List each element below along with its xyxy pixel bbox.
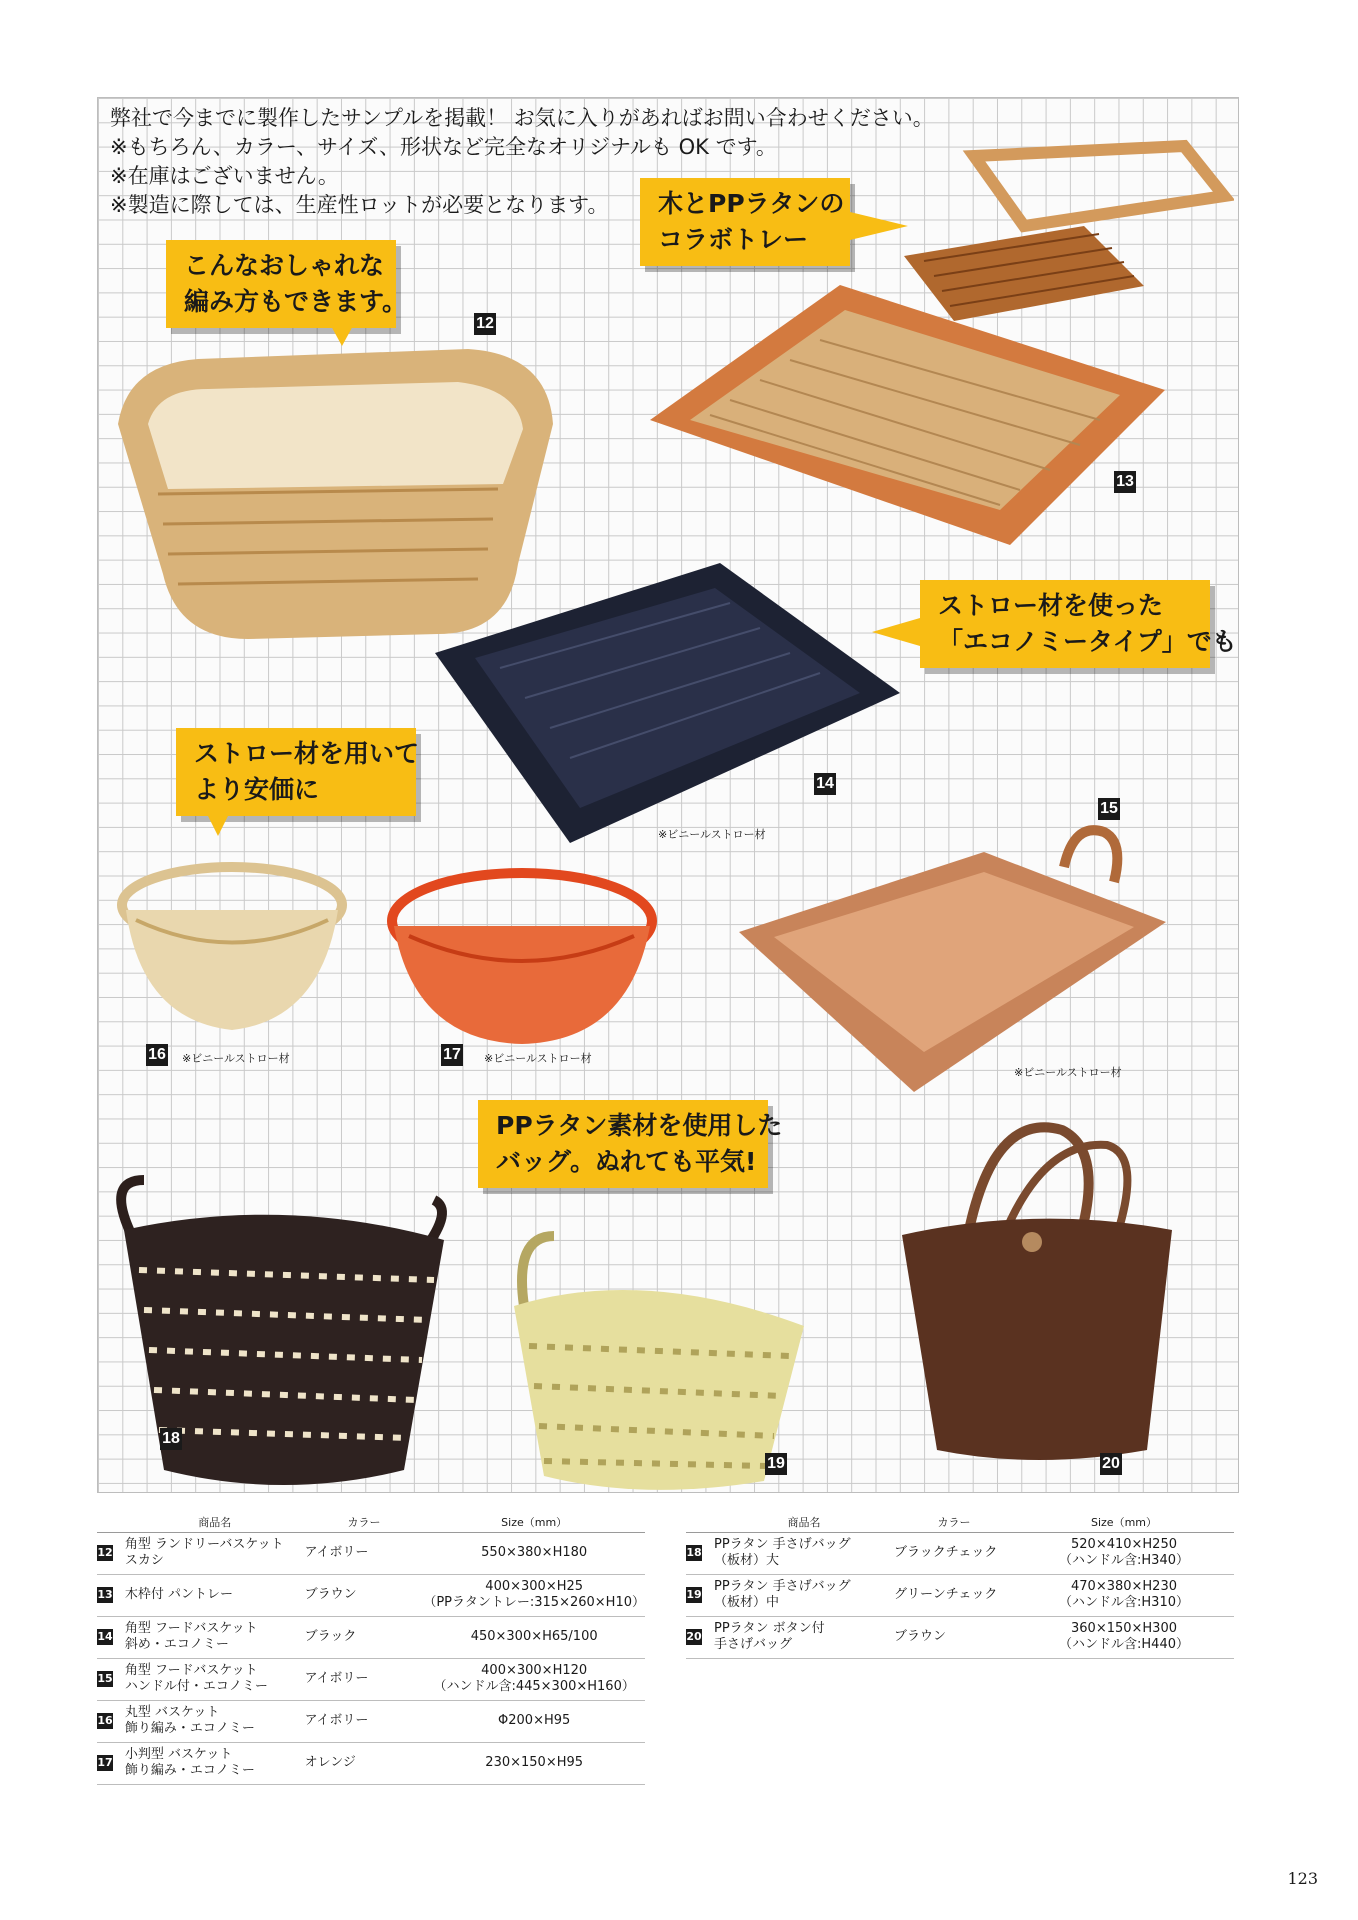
product-color: アイボリー [305, 1532, 424, 1574]
row-number-badge: 18 [686, 1546, 702, 1559]
header-color: カラー [305, 1512, 424, 1532]
spec-table-left [97, 1512, 645, 1785]
intro-line: ※製造に際しては、生産性ロットが必要となります。 [110, 193, 609, 217]
table-row [686, 1574, 1234, 1616]
item-number-badge: 12 [474, 313, 496, 335]
header-size: Size（mm） [423, 1512, 645, 1532]
product-name: PPラタン 手さげバッグ （板材）中 [714, 1574, 894, 1616]
product-size: 400×300×H25 （PPラタントレー:315×260×H10） [423, 1574, 645, 1616]
table-row [686, 1532, 1234, 1574]
row-number-badge: 12 [97, 1546, 113, 1559]
item-number-badge: 15 [1098, 798, 1120, 820]
material-note: ※ビニールストロー材 [658, 828, 766, 841]
table-row [97, 1658, 645, 1700]
product-name: 角型 フードバスケット ハンドル付・エコノミー [125, 1658, 305, 1700]
product-color: ブラウン [305, 1574, 424, 1616]
product-size: Φ200×H95 [423, 1700, 645, 1742]
oval-orange-basket-photo [384, 866, 660, 1048]
item-number-badge: 19 [765, 1453, 787, 1475]
row-number-badge: 15 [97, 1672, 113, 1685]
material-note: ※ビニールストロー材 [182, 1052, 290, 1065]
intro-line: ※もちろん、カラー、サイズ、形状など完全なオリジナルも OK です。 [110, 135, 777, 159]
row-number-badge: 17 [97, 1756, 113, 1769]
row-number-badge: 20 [686, 1630, 702, 1643]
product-size: 450×300×H65/100 [423, 1616, 645, 1658]
callout-stylish: こんなおしゃれな 編み方もできます。 [166, 240, 396, 328]
row-number-badge: 16 [97, 1714, 113, 1727]
product-name: PPラタン ボタン付 手さげバッグ [714, 1616, 894, 1658]
product-color: アイボリー [305, 1658, 424, 1700]
intro-line: 弊社で今までに製作したサンプルを掲載！ お気に入りがあればお問い合わせください。 [110, 106, 934, 130]
header-name: 商品名 [125, 1512, 305, 1532]
round-basket-photo [116, 860, 348, 1035]
item-number-badge: 14 [814, 773, 836, 795]
callout-tail [330, 324, 354, 346]
header-size: Size（mm） [1014, 1512, 1234, 1532]
header-color: カラー [894, 1512, 1014, 1532]
material-note: ※ビニールストロー材 [484, 1052, 592, 1065]
product-color: ブラック [305, 1616, 424, 1658]
callout-bag: PPラタン素材を使用した バッグ。ぬれても平気! [478, 1100, 768, 1188]
product-size: 230×150×H95 [423, 1742, 645, 1784]
product-size: 360×150×H300 （ハンドル含:H440） [1014, 1616, 1234, 1658]
callout-tail [206, 812, 230, 836]
item-number-badge: 17 [441, 1044, 463, 1066]
product-name: 角型 フードバスケット 斜め・エコノミー [125, 1616, 305, 1658]
intro-line: ※在庫はございません。 [110, 164, 339, 188]
row-number-badge: 19 [686, 1588, 702, 1601]
item-number-badge: 20 [1100, 1453, 1122, 1475]
product-name: 小判型 バスケット 飾り編み・エコノミー [125, 1742, 305, 1784]
header-name: 商品名 [714, 1512, 894, 1532]
product-name: 丸型 バスケット 飾り編み・エコノミー [125, 1700, 305, 1742]
table-row [97, 1742, 645, 1784]
row-number-badge: 14 [97, 1630, 113, 1643]
page-number: 123 [1287, 1869, 1318, 1888]
item-number-badge: 16 [146, 1044, 168, 1066]
callout-wood-pp: 木とPPラタンの コラボトレー [640, 178, 850, 266]
product-color: ブラウン [894, 1616, 1014, 1658]
brown-bag-photo [892, 1120, 1182, 1470]
product-color: グリーンチェック [894, 1574, 1014, 1616]
row-number-badge: 13 [97, 1588, 113, 1601]
material-note: ※ビニールストロー材 [1014, 1066, 1122, 1079]
callout-cheap: ストロー材を用いて より安価に [176, 728, 416, 816]
table-row [97, 1616, 645, 1658]
product-color: アイボリー [305, 1700, 424, 1742]
product-size: 470×380×H230 （ハンドル含:H310） [1014, 1574, 1234, 1616]
product-name: 木枠付 パントレー [125, 1574, 305, 1616]
product-size: 550×380×H180 [423, 1532, 645, 1574]
table-row [686, 1616, 1234, 1658]
table-row [97, 1532, 645, 1574]
black-basket-photo [430, 558, 910, 848]
table-row [97, 1700, 645, 1742]
handle-basket-photo [734, 822, 1174, 1094]
product-color: オレンジ [305, 1742, 424, 1784]
item-number-badge: 13 [1114, 471, 1136, 493]
callout-economy: ストロー材を使った 「エコノミータイプ」でも [920, 580, 1210, 668]
item-number-badge: 18 [160, 1428, 182, 1450]
black-check-bag-photo [104, 1170, 460, 1490]
product-name: PPラタン 手さげバッグ （板材）大 [714, 1532, 894, 1574]
spec-table-right [686, 1512, 1234, 1659]
green-check-bag-photo [494, 1216, 810, 1492]
product-size: 520×410×H250 （ハンドル含:H340） [1014, 1532, 1234, 1574]
product-color: ブラックチェック [894, 1532, 1014, 1574]
tray-with-frame-photo [640, 280, 1170, 550]
product-size: 400×300×H120 （ハンドル含:445×300×H160） [423, 1658, 645, 1700]
product-name: 角型 ランドリーバスケット スカシ [125, 1532, 305, 1574]
table-row [97, 1574, 645, 1616]
